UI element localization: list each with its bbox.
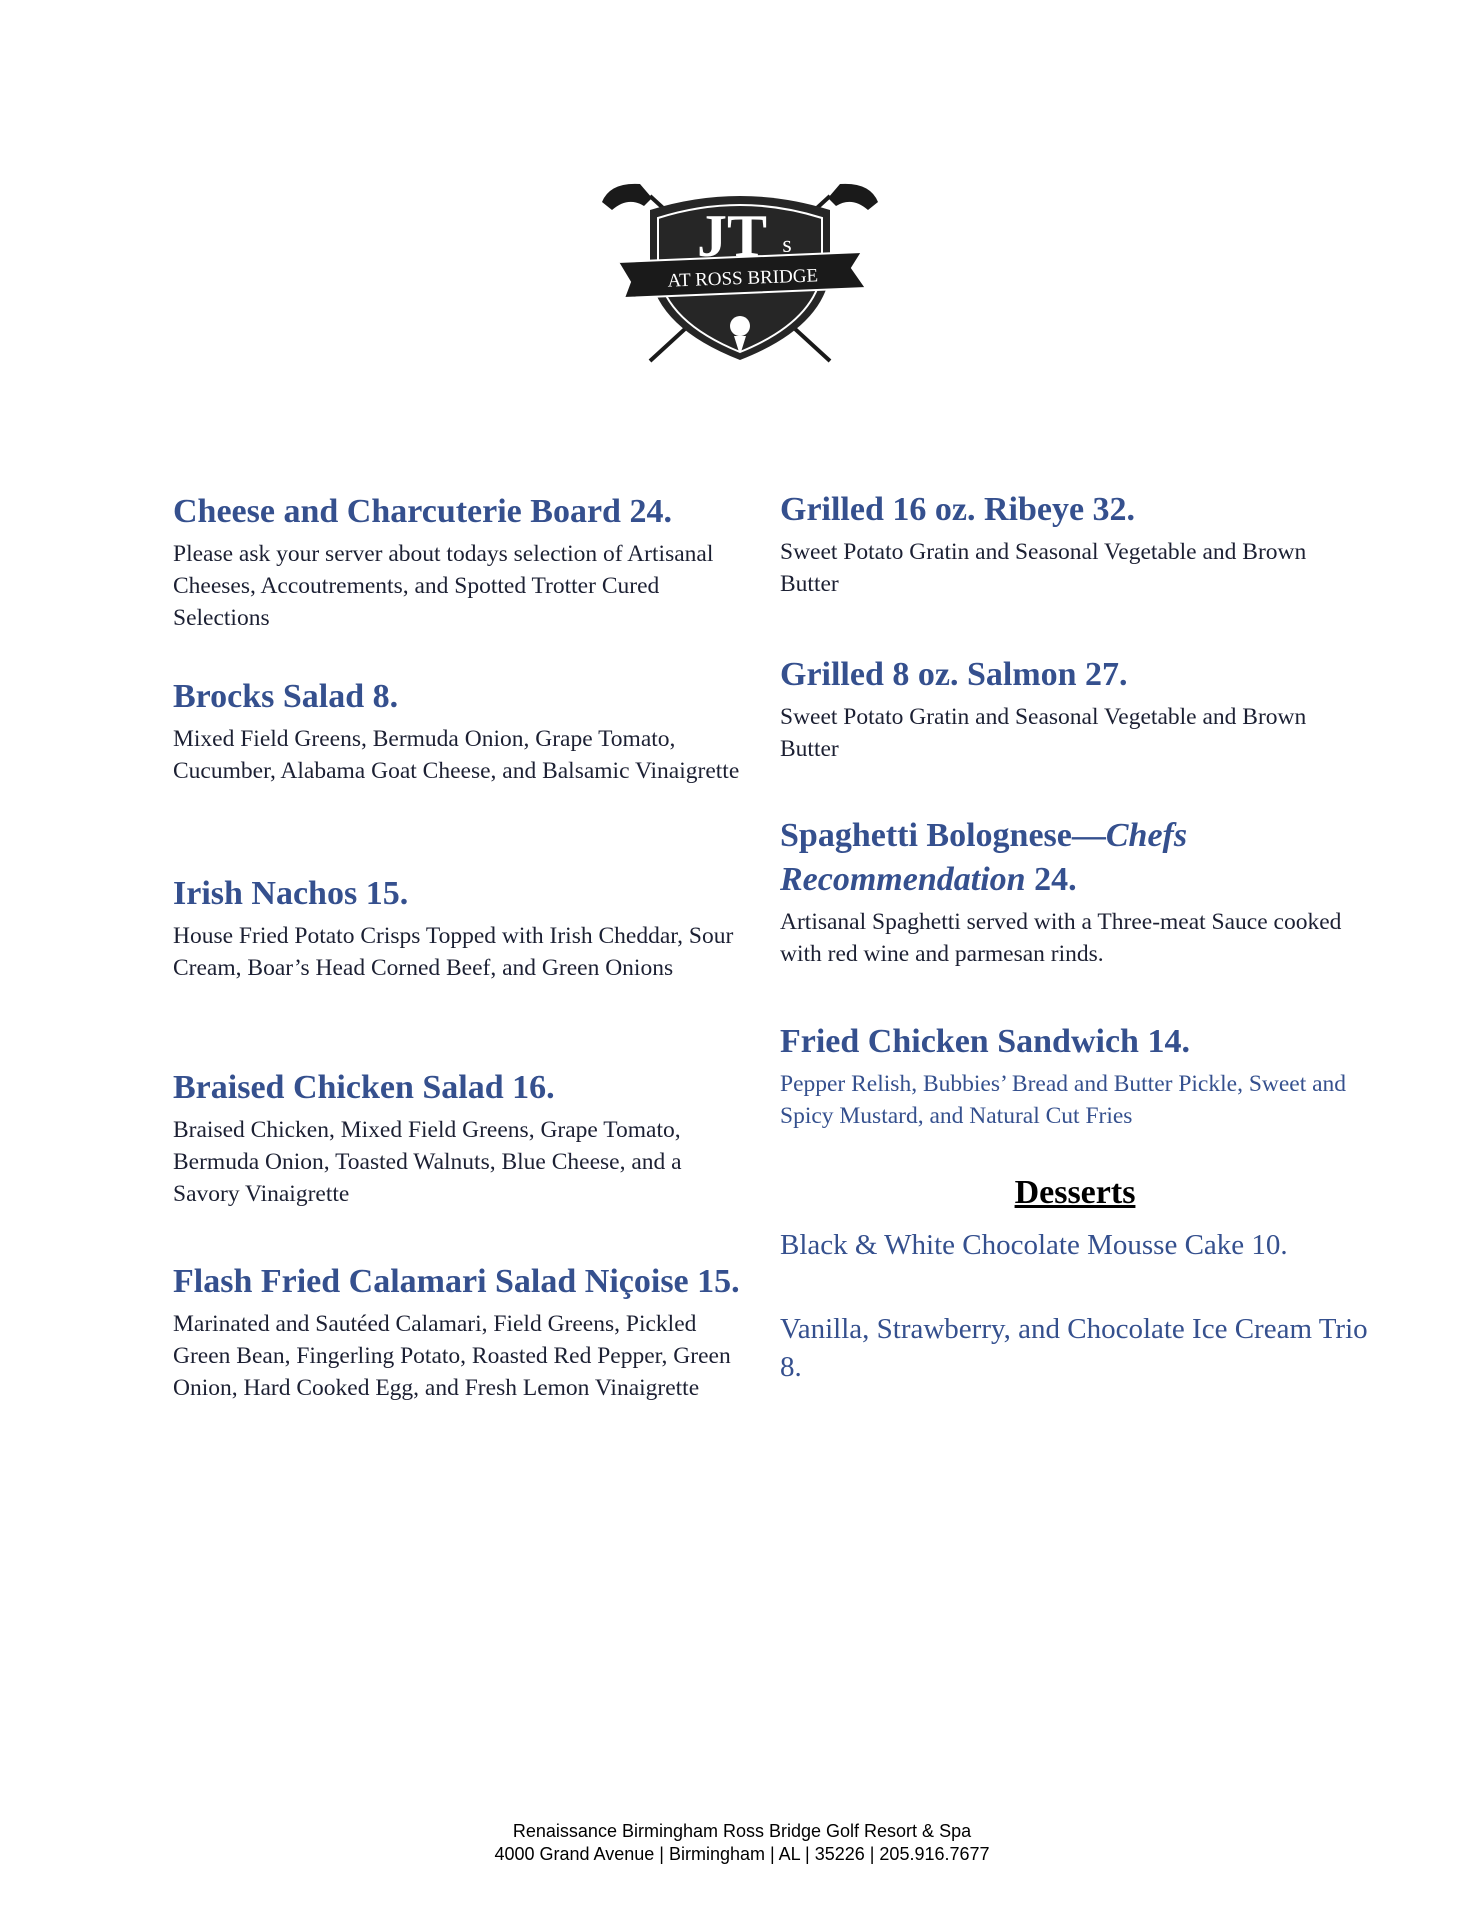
menu-item: [173, 872, 753, 984]
menu-item-title: [780, 814, 1370, 902]
menu-item-description: Sweet Potato Gratin and Seasonal Vegetable and Brown Butter: [780, 539, 1307, 597]
menu-item-title-main: Spaghetti Bolognese—: [780, 817, 1106, 854]
dessert-item: Vanilla, Strawberry, and Chocolate Ice Cream Trio 8.: [780, 1313, 1368, 1383]
menu-item-title: Brocks Salad 8.: [173, 678, 399, 715]
dessert-item: Black & White Chocolate Mousse Cake 10.: [780, 1229, 1288, 1261]
menu-item: [780, 488, 1370, 600]
menu-item-title: Irish Nachos 15.: [173, 875, 409, 912]
menu-item-description: House Fried Potato Crisps Topped with Irish Cheddar, Sour Cream, Boar’s Head Corned Beef, and Green Onions: [173, 923, 734, 981]
footer-contact-line: 4000 Grand Avenue | Birmingham | AL | 35226 | 205.916.7677: [494, 1844, 990, 1864]
menu-item-description: Braised Chicken, Mixed Field Greens, Grape Tomato, Bermuda Onion, Toasted Walnuts, Blue Cheese, and a Savory Vinaigrette: [173, 1117, 682, 1207]
menu-item-title: Braised Chicken Salad 16.: [173, 1069, 555, 1106]
footer-address: [0, 1820, 1484, 1866]
menu-item: [780, 1020, 1370, 1132]
menu-item-title: Cheese and Charcuterie Board 24.: [173, 493, 672, 530]
menu-item-description: Artisanal Spaghetti served with a Three-meat Sauce cooked with red wine and parmesan rinds.: [780, 909, 1342, 967]
menu-item-title-price: 24.: [1025, 861, 1077, 898]
logo-banner-text: AT ROSS BRIDGE: [667, 265, 819, 292]
menu-item-title: Grilled 16 oz. Ribeye 32.: [780, 491, 1136, 528]
menu-item-title: Fried Chicken Sandwich 14.: [780, 1023, 1190, 1060]
logo-suffix: s: [782, 232, 792, 258]
menu-item-description: Pepper Relish, Bubbies’ Bread and Butter Pickle, Sweet and Spicy Mustard, and Natural Cut Fries: [780, 1071, 1347, 1129]
menu-item-title: Flash Fried Calamari Salad Niçoise 15.: [173, 1263, 740, 1300]
menu-item: [173, 490, 753, 634]
menu-item-description: Mixed Field Greens, Bermuda Onion, Grape Tomato, Cucumber, Alabama Goat Cheese, and Balsamic Vinaigrette: [173, 726, 740, 784]
menu-item: [780, 653, 1370, 765]
menu-item-title-italic: Chefs Recommendation: [780, 817, 1188, 898]
desserts-heading: Desserts: [1014, 1174, 1136, 1211]
menu-item: [173, 1260, 753, 1404]
menu-item-description: Sweet Potato Gratin and Seasonal Vegetable and Brown Butter: [780, 704, 1307, 762]
menu-item-title: Grilled 8 oz. Salmon 27.: [780, 656, 1128, 693]
menu-item: [780, 814, 1370, 970]
menu-item-description: Please ask your server about todays selection of Artisanal Cheeses, Accoutrements, and Spotted Trotter Cured Selections: [173, 541, 714, 631]
jts-logo: [600, 176, 880, 376]
footer-resort-name: Renaissance Birmingham Ross Bridge Golf Resort & Spa: [512, 1821, 972, 1841]
golf-crest-icon: [600, 176, 880, 376]
logo-name: JT: [696, 203, 768, 269]
menu-item: [173, 675, 753, 787]
menu-item: [173, 1066, 753, 1210]
menu-item-description: Marinated and Sautéed Calamari, Field Greens, Pickled Green Bean, Fingerling Potato, Roasted Red Pepper, Green Onion, Hard Cooked Egg, and Fresh Lemon Vinaigrette: [173, 1311, 731, 1401]
